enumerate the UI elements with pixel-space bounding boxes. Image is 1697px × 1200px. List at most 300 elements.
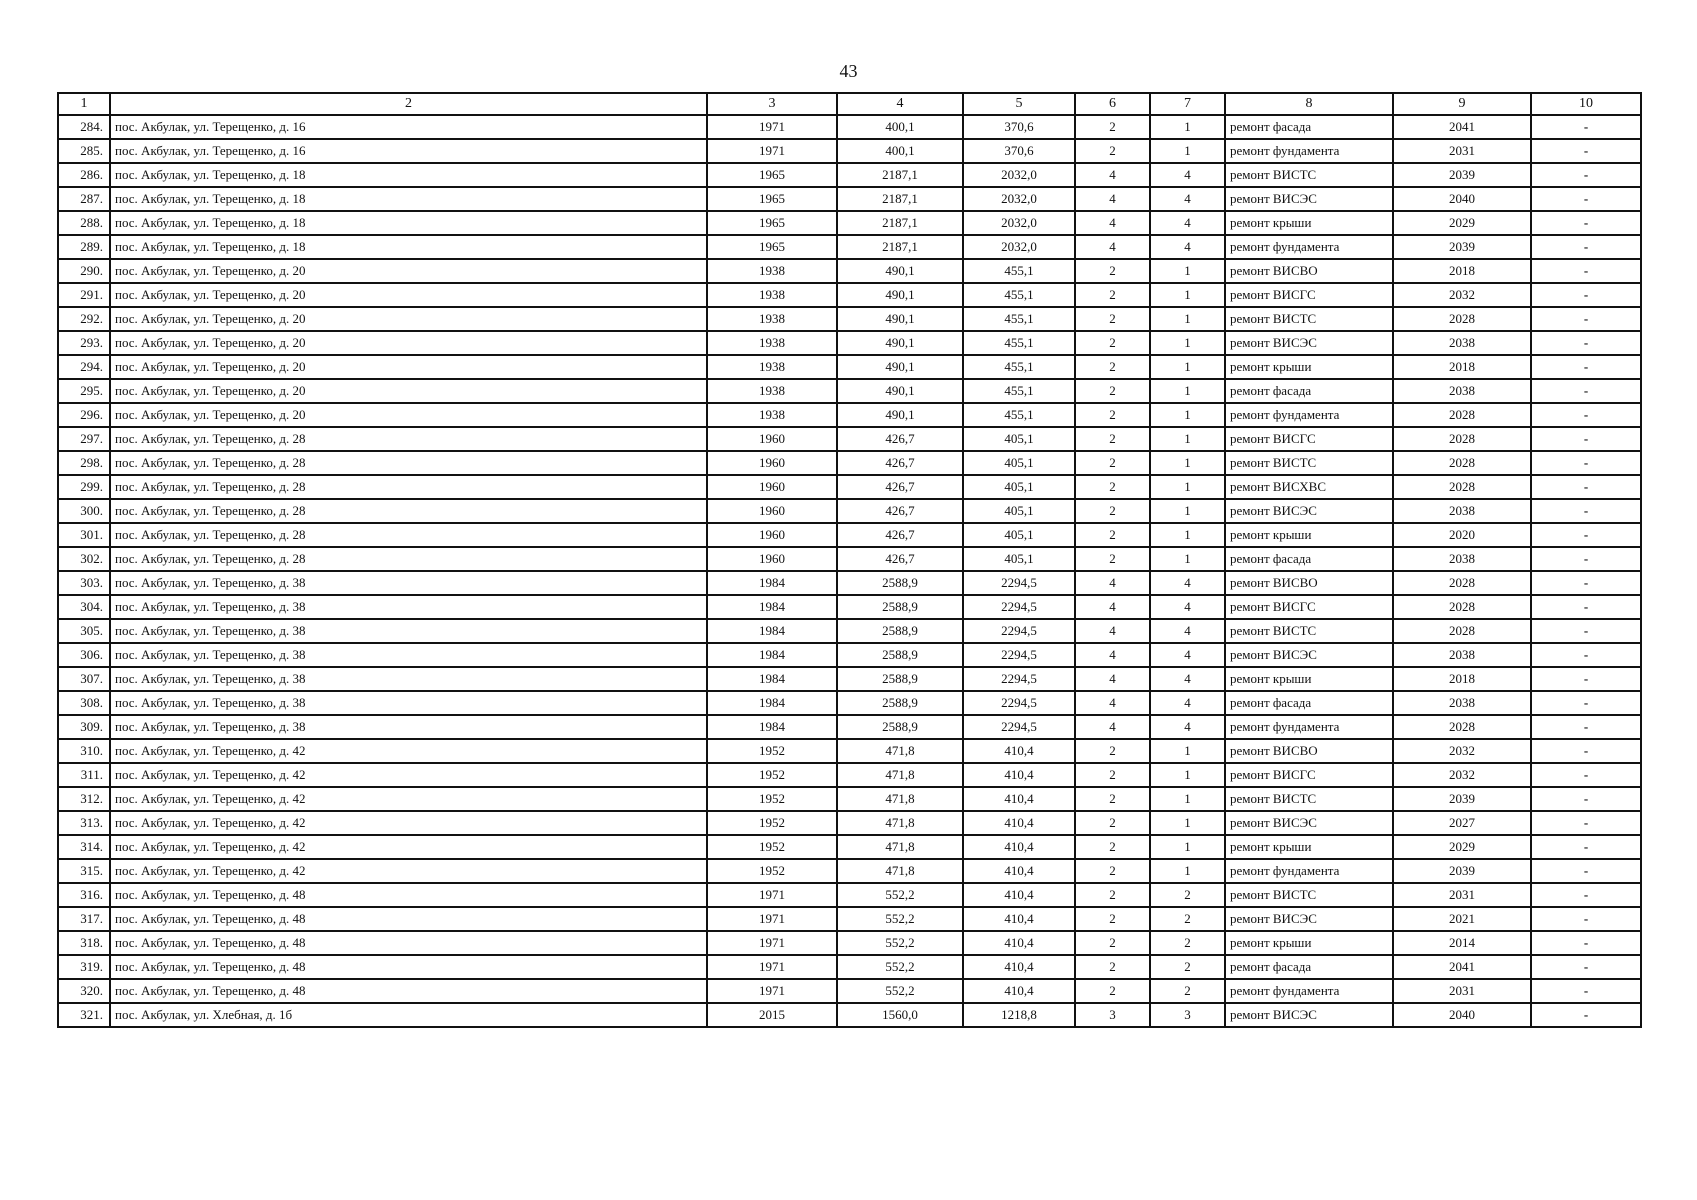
table-row bbox=[58, 355, 1641, 379]
row-number-cell: 286. bbox=[58, 163, 110, 187]
residential-area-cell: 410,4 bbox=[963, 955, 1075, 979]
construction-year-cell: 1984 bbox=[707, 715, 837, 739]
note-cell: - bbox=[1531, 475, 1641, 499]
residential-area-cell: 405,1 bbox=[963, 451, 1075, 475]
entrances-cell: 1 bbox=[1150, 835, 1225, 859]
column-header: 6 bbox=[1075, 93, 1150, 115]
total-area-cell: 400,1 bbox=[837, 115, 963, 139]
table-row bbox=[58, 907, 1641, 931]
construction-year-cell: 1960 bbox=[707, 451, 837, 475]
floors-cell: 4 bbox=[1075, 691, 1150, 715]
work-type-cell: ремонт ВИСВО bbox=[1225, 739, 1393, 763]
floors-cell: 2 bbox=[1075, 907, 1150, 931]
residential-area-cell: 2294,5 bbox=[963, 643, 1075, 667]
planned-year-cell: 2029 bbox=[1393, 211, 1531, 235]
construction-year-cell: 1960 bbox=[707, 547, 837, 571]
entrances-cell: 1 bbox=[1150, 547, 1225, 571]
floors-cell: 4 bbox=[1075, 235, 1150, 259]
planned-year-cell: 2032 bbox=[1393, 739, 1531, 763]
note-cell: - bbox=[1531, 283, 1641, 307]
address-cell: пос. Акбулак, ул. Терещенко, д. 38 bbox=[110, 643, 707, 667]
row-number-cell: 320. bbox=[58, 979, 110, 1003]
floors-cell: 4 bbox=[1075, 211, 1150, 235]
address-cell: пос. Акбулак, ул. Терещенко, д. 38 bbox=[110, 667, 707, 691]
row-number-cell: 285. bbox=[58, 139, 110, 163]
note-cell: - bbox=[1531, 955, 1641, 979]
row-number-cell: 305. bbox=[58, 619, 110, 643]
address-cell: пос. Акбулак, ул. Терещенко, д. 18 bbox=[110, 211, 707, 235]
planned-year-cell: 2020 bbox=[1393, 523, 1531, 547]
address-cell: пос. Акбулак, ул. Терещенко, д. 18 bbox=[110, 187, 707, 211]
construction-year-cell: 1952 bbox=[707, 739, 837, 763]
total-area-cell: 426,7 bbox=[837, 451, 963, 475]
address-cell: пос. Акбулак, ул. Терещенко, д. 38 bbox=[110, 715, 707, 739]
floors-cell: 2 bbox=[1075, 115, 1150, 139]
work-type-cell: ремонт фасада bbox=[1225, 955, 1393, 979]
total-area-cell: 1560,0 bbox=[837, 1003, 963, 1027]
note-cell: - bbox=[1531, 907, 1641, 931]
table-row bbox=[58, 283, 1641, 307]
total-area-cell: 2588,9 bbox=[837, 595, 963, 619]
entrances-cell: 2 bbox=[1150, 931, 1225, 955]
entrances-cell: 4 bbox=[1150, 619, 1225, 643]
table-row bbox=[58, 379, 1641, 403]
residential-area-cell: 455,1 bbox=[963, 403, 1075, 427]
total-area-cell: 2588,9 bbox=[837, 619, 963, 643]
table-row bbox=[58, 403, 1641, 427]
floors-cell: 2 bbox=[1075, 427, 1150, 451]
work-type-cell: ремонт ВИСГС bbox=[1225, 427, 1393, 451]
floors-cell: 4 bbox=[1075, 187, 1150, 211]
row-number-cell: 293. bbox=[58, 331, 110, 355]
address-cell: пос. Акбулак, ул. Терещенко, д. 28 bbox=[110, 427, 707, 451]
entrances-cell: 1 bbox=[1150, 403, 1225, 427]
row-number-cell: 299. bbox=[58, 475, 110, 499]
planned-year-cell: 2018 bbox=[1393, 355, 1531, 379]
entrances-cell: 2 bbox=[1150, 979, 1225, 1003]
table-row bbox=[58, 859, 1641, 883]
planned-year-cell: 2028 bbox=[1393, 475, 1531, 499]
planned-year-cell: 2029 bbox=[1393, 835, 1531, 859]
floors-cell: 2 bbox=[1075, 307, 1150, 331]
planned-year-cell: 2040 bbox=[1393, 187, 1531, 211]
row-number-cell: 301. bbox=[58, 523, 110, 547]
residential-area-cell: 1218,8 bbox=[963, 1003, 1075, 1027]
address-cell: пос. Акбулак, ул. Терещенко, д. 28 bbox=[110, 499, 707, 523]
entrances-cell: 1 bbox=[1150, 139, 1225, 163]
planned-year-cell: 2038 bbox=[1393, 379, 1531, 403]
note-cell: - bbox=[1531, 547, 1641, 571]
column-header: 5 bbox=[963, 93, 1075, 115]
address-cell: пос. Акбулак, ул. Терещенко, д. 28 bbox=[110, 523, 707, 547]
planned-year-cell: 2027 bbox=[1393, 811, 1531, 835]
total-area-cell: 552,2 bbox=[837, 883, 963, 907]
work-type-cell: ремонт ВИСЭС bbox=[1225, 331, 1393, 355]
table-row bbox=[58, 739, 1641, 763]
address-cell: пос. Акбулак, ул. Терещенко, д. 20 bbox=[110, 259, 707, 283]
residential-area-cell: 455,1 bbox=[963, 283, 1075, 307]
construction-year-cell: 1960 bbox=[707, 427, 837, 451]
residential-area-cell: 405,1 bbox=[963, 523, 1075, 547]
table-row bbox=[58, 763, 1641, 787]
planned-year-cell: 2038 bbox=[1393, 331, 1531, 355]
row-number-cell: 284. bbox=[58, 115, 110, 139]
work-type-cell: ремонт фундамента bbox=[1225, 859, 1393, 883]
address-cell: пос. Акбулак, ул. Терещенко, д. 42 bbox=[110, 859, 707, 883]
entrances-cell: 1 bbox=[1150, 379, 1225, 403]
work-type-cell: ремонт фундамента bbox=[1225, 139, 1393, 163]
floors-cell: 4 bbox=[1075, 715, 1150, 739]
row-number-cell: 310. bbox=[58, 739, 110, 763]
address-cell: пос. Акбулак, ул. Терещенко, д. 28 bbox=[110, 475, 707, 499]
entrances-cell: 1 bbox=[1150, 355, 1225, 379]
work-type-cell: ремонт крыши bbox=[1225, 931, 1393, 955]
total-area-cell: 2588,9 bbox=[837, 643, 963, 667]
address-cell: пос. Акбулак, ул. Терещенко, д. 18 bbox=[110, 235, 707, 259]
construction-year-cell: 1938 bbox=[707, 379, 837, 403]
table-body bbox=[58, 115, 1641, 1027]
residential-area-cell: 410,4 bbox=[963, 907, 1075, 931]
total-area-cell: 471,8 bbox=[837, 787, 963, 811]
row-number-cell: 297. bbox=[58, 427, 110, 451]
address-cell: пос. Акбулак, ул. Терещенко, д. 20 bbox=[110, 403, 707, 427]
construction-year-cell: 1960 bbox=[707, 475, 837, 499]
row-number-cell: 302. bbox=[58, 547, 110, 571]
residential-area-cell: 455,1 bbox=[963, 355, 1075, 379]
work-type-cell: ремонт ВИСХВС bbox=[1225, 475, 1393, 499]
planned-year-cell: 2038 bbox=[1393, 643, 1531, 667]
row-number-cell: 319. bbox=[58, 955, 110, 979]
table-row bbox=[58, 883, 1641, 907]
total-area-cell: 400,1 bbox=[837, 139, 963, 163]
entrances-cell: 2 bbox=[1150, 907, 1225, 931]
address-cell: пос. Акбулак, ул. Терещенко, д. 28 bbox=[110, 547, 707, 571]
residential-area-cell: 410,4 bbox=[963, 979, 1075, 1003]
note-cell: - bbox=[1531, 379, 1641, 403]
row-number-cell: 318. bbox=[58, 931, 110, 955]
planned-year-cell: 2031 bbox=[1393, 979, 1531, 1003]
residential-area-cell: 2032,0 bbox=[963, 235, 1075, 259]
construction-year-cell: 1971 bbox=[707, 139, 837, 163]
table-row bbox=[58, 595, 1641, 619]
residential-area-cell: 370,6 bbox=[963, 139, 1075, 163]
table-row bbox=[58, 427, 1641, 451]
floors-cell: 2 bbox=[1075, 955, 1150, 979]
row-number-cell: 307. bbox=[58, 667, 110, 691]
address-cell: пос. Акбулак, ул. Терещенко, д. 20 bbox=[110, 379, 707, 403]
table-row bbox=[58, 259, 1641, 283]
table-row bbox=[58, 475, 1641, 499]
planned-year-cell: 2039 bbox=[1393, 859, 1531, 883]
table-row bbox=[58, 619, 1641, 643]
note-cell: - bbox=[1531, 163, 1641, 187]
row-number-cell: 287. bbox=[58, 187, 110, 211]
total-area-cell: 2187,1 bbox=[837, 211, 963, 235]
planned-year-cell: 2028 bbox=[1393, 619, 1531, 643]
floors-cell: 2 bbox=[1075, 979, 1150, 1003]
total-area-cell: 426,7 bbox=[837, 475, 963, 499]
entrances-cell: 1 bbox=[1150, 811, 1225, 835]
note-cell: - bbox=[1531, 139, 1641, 163]
residential-area-cell: 2294,5 bbox=[963, 595, 1075, 619]
floors-cell: 2 bbox=[1075, 835, 1150, 859]
note-cell: - bbox=[1531, 523, 1641, 547]
construction-year-cell: 1971 bbox=[707, 883, 837, 907]
entrances-cell: 1 bbox=[1150, 427, 1225, 451]
row-number-cell: 296. bbox=[58, 403, 110, 427]
floors-cell: 4 bbox=[1075, 595, 1150, 619]
address-cell: пос. Акбулак, ул. Терещенко, д. 20 bbox=[110, 283, 707, 307]
residential-area-cell: 2032,0 bbox=[963, 187, 1075, 211]
work-type-cell: ремонт ВИСЭС bbox=[1225, 811, 1393, 835]
address-cell: пос. Акбулак, ул. Терещенко, д. 20 bbox=[110, 355, 707, 379]
entrances-cell: 4 bbox=[1150, 715, 1225, 739]
work-type-cell: ремонт ВИСТС bbox=[1225, 619, 1393, 643]
construction-year-cell: 1984 bbox=[707, 619, 837, 643]
work-type-cell: ремонт ВИСГС bbox=[1225, 763, 1393, 787]
total-area-cell: 2588,9 bbox=[837, 571, 963, 595]
construction-year-cell: 1984 bbox=[707, 643, 837, 667]
total-area-cell: 426,7 bbox=[837, 547, 963, 571]
floors-cell: 4 bbox=[1075, 571, 1150, 595]
planned-year-cell: 2028 bbox=[1393, 451, 1531, 475]
table-row bbox=[58, 139, 1641, 163]
planned-year-cell: 2028 bbox=[1393, 307, 1531, 331]
planned-year-cell: 2031 bbox=[1393, 883, 1531, 907]
note-cell: - bbox=[1531, 691, 1641, 715]
total-area-cell: 471,8 bbox=[837, 739, 963, 763]
column-number-header-row bbox=[58, 93, 1641, 115]
construction-year-cell: 1984 bbox=[707, 691, 837, 715]
total-area-cell: 2187,1 bbox=[837, 187, 963, 211]
address-cell: пос. Акбулак, ул. Терещенко, д. 48 bbox=[110, 955, 707, 979]
construction-year-cell: 1952 bbox=[707, 835, 837, 859]
note-cell: - bbox=[1531, 403, 1641, 427]
row-number-cell: 291. bbox=[58, 283, 110, 307]
note-cell: - bbox=[1531, 331, 1641, 355]
total-area-cell: 552,2 bbox=[837, 979, 963, 1003]
column-header: 3 bbox=[707, 93, 837, 115]
row-number-cell: 292. bbox=[58, 307, 110, 331]
floors-cell: 3 bbox=[1075, 1003, 1150, 1027]
planned-year-cell: 2041 bbox=[1393, 955, 1531, 979]
planned-year-cell: 2038 bbox=[1393, 547, 1531, 571]
note-cell: - bbox=[1531, 571, 1641, 595]
residential-area-cell: 455,1 bbox=[963, 259, 1075, 283]
table-row bbox=[58, 547, 1641, 571]
column-header: 4 bbox=[837, 93, 963, 115]
table-row bbox=[58, 331, 1641, 355]
work-type-cell: ремонт фундамента bbox=[1225, 715, 1393, 739]
planned-year-cell: 2039 bbox=[1393, 787, 1531, 811]
note-cell: - bbox=[1531, 211, 1641, 235]
note-cell: - bbox=[1531, 643, 1641, 667]
construction-year-cell: 1965 bbox=[707, 187, 837, 211]
residential-area-cell: 410,4 bbox=[963, 763, 1075, 787]
floors-cell: 2 bbox=[1075, 787, 1150, 811]
address-cell: пос. Акбулак, ул. Терещенко, д. 48 bbox=[110, 979, 707, 1003]
entrances-cell: 4 bbox=[1150, 667, 1225, 691]
entrances-cell: 1 bbox=[1150, 787, 1225, 811]
floors-cell: 2 bbox=[1075, 403, 1150, 427]
note-cell: - bbox=[1531, 619, 1641, 643]
total-area-cell: 490,1 bbox=[837, 403, 963, 427]
work-type-cell: ремонт ВИСЭС bbox=[1225, 1003, 1393, 1027]
construction-year-cell: 1938 bbox=[707, 355, 837, 379]
table-row bbox=[58, 211, 1641, 235]
table-row bbox=[58, 451, 1641, 475]
construction-year-cell: 1938 bbox=[707, 307, 837, 331]
address-cell: пос. Акбулак, ул. Терещенко, д. 42 bbox=[110, 835, 707, 859]
row-number-cell: 316. bbox=[58, 883, 110, 907]
work-type-cell: ремонт фасада bbox=[1225, 115, 1393, 139]
address-cell: пос. Акбулак, ул. Терещенко, д. 48 bbox=[110, 931, 707, 955]
floors-cell: 2 bbox=[1075, 931, 1150, 955]
entrances-cell: 1 bbox=[1150, 499, 1225, 523]
residential-area-cell: 410,4 bbox=[963, 739, 1075, 763]
total-area-cell: 471,8 bbox=[837, 859, 963, 883]
planned-year-cell: 2041 bbox=[1393, 115, 1531, 139]
address-cell: пос. Акбулак, ул. Терещенко, д. 42 bbox=[110, 763, 707, 787]
planned-year-cell: 2028 bbox=[1393, 595, 1531, 619]
row-number-cell: 304. bbox=[58, 595, 110, 619]
note-cell: - bbox=[1531, 235, 1641, 259]
row-number-cell: 290. bbox=[58, 259, 110, 283]
work-type-cell: ремонт ВИСЭС bbox=[1225, 907, 1393, 931]
work-type-cell: ремонт крыши bbox=[1225, 211, 1393, 235]
planned-year-cell: 2038 bbox=[1393, 499, 1531, 523]
note-cell: - bbox=[1531, 499, 1641, 523]
total-area-cell: 471,8 bbox=[837, 835, 963, 859]
floors-cell: 2 bbox=[1075, 547, 1150, 571]
entrances-cell: 1 bbox=[1150, 763, 1225, 787]
table-row bbox=[58, 667, 1641, 691]
entrances-cell: 1 bbox=[1150, 475, 1225, 499]
construction-year-cell: 1938 bbox=[707, 259, 837, 283]
residential-area-cell: 410,4 bbox=[963, 859, 1075, 883]
total-area-cell: 490,1 bbox=[837, 355, 963, 379]
column-header: 10 bbox=[1531, 93, 1641, 115]
entrances-cell: 1 bbox=[1150, 331, 1225, 355]
entrances-cell: 4 bbox=[1150, 643, 1225, 667]
floors-cell: 2 bbox=[1075, 283, 1150, 307]
entrances-cell: 3 bbox=[1150, 1003, 1225, 1027]
table-row bbox=[58, 835, 1641, 859]
planned-year-cell: 2018 bbox=[1393, 667, 1531, 691]
table-row bbox=[58, 115, 1641, 139]
row-number-cell: 315. bbox=[58, 859, 110, 883]
construction-year-cell: 1984 bbox=[707, 571, 837, 595]
row-number-cell: 312. bbox=[58, 787, 110, 811]
residential-area-cell: 2294,5 bbox=[963, 667, 1075, 691]
address-cell: пос. Акбулак, ул. Терещенко, д. 38 bbox=[110, 595, 707, 619]
note-cell: - bbox=[1531, 859, 1641, 883]
row-number-cell: 317. bbox=[58, 907, 110, 931]
construction-year-cell: 1938 bbox=[707, 403, 837, 427]
page-number: 43 bbox=[839, 61, 858, 81]
row-number-cell: 288. bbox=[58, 211, 110, 235]
column-header: 7 bbox=[1150, 93, 1225, 115]
entrances-cell: 1 bbox=[1150, 451, 1225, 475]
residential-area-cell: 410,4 bbox=[963, 883, 1075, 907]
construction-year-cell: 1984 bbox=[707, 667, 837, 691]
row-number-cell: 294. bbox=[58, 355, 110, 379]
total-area-cell: 490,1 bbox=[837, 283, 963, 307]
row-number-cell: 309. bbox=[58, 715, 110, 739]
total-area-cell: 490,1 bbox=[837, 331, 963, 355]
work-type-cell: ремонт ВИСТС bbox=[1225, 787, 1393, 811]
construction-year-cell: 1971 bbox=[707, 907, 837, 931]
work-type-cell: ремонт ВИСВО bbox=[1225, 259, 1393, 283]
floors-cell: 2 bbox=[1075, 139, 1150, 163]
construction-year-cell: 1938 bbox=[707, 283, 837, 307]
work-type-cell: ремонт фасада bbox=[1225, 547, 1393, 571]
entrances-cell: 1 bbox=[1150, 259, 1225, 283]
work-type-cell: ремонт ВИСТС bbox=[1225, 883, 1393, 907]
work-type-cell: ремонт фундамента bbox=[1225, 979, 1393, 1003]
note-cell: - bbox=[1531, 1003, 1641, 1027]
construction-year-cell: 1965 bbox=[707, 163, 837, 187]
note-cell: - bbox=[1531, 667, 1641, 691]
repair-register-table bbox=[57, 92, 1642, 1028]
row-number-cell: 308. bbox=[58, 691, 110, 715]
planned-year-cell: 2032 bbox=[1393, 763, 1531, 787]
planned-year-cell: 2039 bbox=[1393, 235, 1531, 259]
work-type-cell: ремонт фундамента bbox=[1225, 403, 1393, 427]
entrances-cell: 1 bbox=[1150, 307, 1225, 331]
note-cell: - bbox=[1531, 259, 1641, 283]
construction-year-cell: 1960 bbox=[707, 523, 837, 547]
address-cell: пос. Акбулак, ул. Терещенко, д. 20 bbox=[110, 331, 707, 355]
column-header: 2 bbox=[110, 93, 707, 115]
floors-cell: 2 bbox=[1075, 739, 1150, 763]
residential-area-cell: 455,1 bbox=[963, 307, 1075, 331]
table-row bbox=[58, 931, 1641, 955]
planned-year-cell: 2018 bbox=[1393, 259, 1531, 283]
total-area-cell: 552,2 bbox=[837, 907, 963, 931]
entrances-cell: 4 bbox=[1150, 571, 1225, 595]
column-header: 8 bbox=[1225, 93, 1393, 115]
planned-year-cell: 2031 bbox=[1393, 139, 1531, 163]
total-area-cell: 2588,9 bbox=[837, 691, 963, 715]
construction-year-cell: 1952 bbox=[707, 787, 837, 811]
note-cell: - bbox=[1531, 835, 1641, 859]
floors-cell: 4 bbox=[1075, 163, 1150, 187]
note-cell: - bbox=[1531, 979, 1641, 1003]
residential-area-cell: 405,1 bbox=[963, 547, 1075, 571]
row-number-cell: 313. bbox=[58, 811, 110, 835]
work-type-cell: ремонт ВИСГС bbox=[1225, 595, 1393, 619]
work-type-cell: ремонт ВИСТС bbox=[1225, 307, 1393, 331]
note-cell: - bbox=[1531, 355, 1641, 379]
floors-cell: 2 bbox=[1075, 451, 1150, 475]
work-type-cell: ремонт ВИСТС bbox=[1225, 163, 1393, 187]
table-row bbox=[58, 811, 1641, 835]
entrances-cell: 4 bbox=[1150, 211, 1225, 235]
work-type-cell: ремонт фундамента bbox=[1225, 235, 1393, 259]
construction-year-cell: 1960 bbox=[707, 499, 837, 523]
note-cell: - bbox=[1531, 739, 1641, 763]
note-cell: - bbox=[1531, 115, 1641, 139]
table-row bbox=[58, 715, 1641, 739]
entrances-cell: 4 bbox=[1150, 235, 1225, 259]
residential-area-cell: 405,1 bbox=[963, 427, 1075, 451]
construction-year-cell: 2015 bbox=[707, 1003, 837, 1027]
planned-year-cell: 2040 bbox=[1393, 1003, 1531, 1027]
entrances-cell: 1 bbox=[1150, 115, 1225, 139]
note-cell: - bbox=[1531, 763, 1641, 787]
planned-year-cell: 2032 bbox=[1393, 283, 1531, 307]
